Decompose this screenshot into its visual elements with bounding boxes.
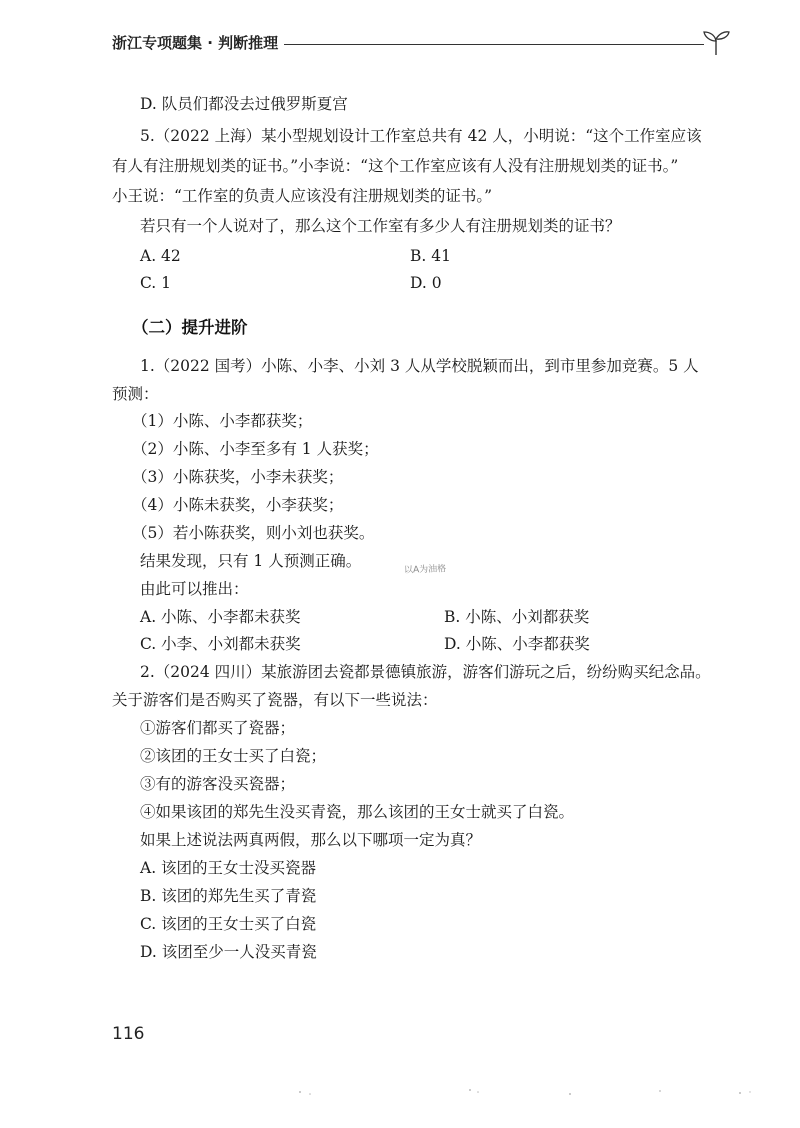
q2-statement-3: ③有的游客没买瓷器；	[140, 775, 296, 793]
q5-stem-line-3: 小王说：“工作室的负责人应该没有注册规划类的证书。”	[112, 187, 493, 205]
q2-option-a: A. 该团的王女士没买瓷器	[140, 859, 317, 877]
q1-prediction-5: （5）若小陈获奖，则小刘也获奖。	[132, 524, 375, 542]
header-title: 浙江专项题集 · 判断推理	[112, 34, 279, 52]
section-heading: （二）提升进阶	[132, 318, 248, 337]
q2-statement-2: ②该团的王女士买了白瓷；	[140, 747, 327, 765]
q5-option-d: D. 0	[410, 274, 442, 292]
running-header	[112, 28, 732, 58]
q2-stem-line-2: 关于游客们是否购买了瓷器，有以下一些说法：	[112, 691, 438, 709]
q4-option-d: D. 队员们都没去过俄罗斯夏宫	[140, 95, 348, 113]
q2-option-c: C. 该团的王女士买了白瓷	[140, 915, 317, 933]
q1-option-d: D. 小陈、小李都获奖	[444, 635, 590, 653]
q1-option-b: B. 小陈、小刘都获奖	[444, 608, 590, 626]
q1-stem-line-2: 预测：	[112, 385, 159, 403]
q5-stem-line-1: 5.（2022 上海）某小型规划设计工作室总共有 42 人，小明说：“这个工作室应该	[140, 127, 702, 145]
q1-prediction-1: （1）小陈、小李都获奖；	[132, 412, 313, 430]
q1-option-a: A. 小陈、小李都未获奖	[140, 608, 301, 626]
q1-option-c: C. 小李、小刘都未获奖	[140, 635, 301, 653]
q2-option-d: D. 该团至少一人没买青瓷	[140, 943, 317, 961]
q1-result: 结果发现，只有 1 人预测正确。	[140, 552, 362, 570]
scan-specks	[0, 1080, 800, 1110]
q1-infer: 由此可以推出：	[140, 580, 249, 598]
q2-option-b: B. 该团的郑先生买了青瓷	[140, 887, 317, 905]
q5-option-a: A. 42	[140, 247, 181, 265]
handwritten-note: 以A为油格	[403, 564, 447, 576]
page-number: 116	[112, 1024, 145, 1044]
q5-option-c: C. 1	[140, 274, 172, 292]
q2-statement-4: ④如果该团的郑先生没买青瓷，那么该团的王女士就买了白瓷。	[140, 803, 575, 821]
q5-option-b: B. 41	[410, 247, 451, 265]
header-rule	[284, 44, 704, 45]
q1-prediction-3: （3）小陈获奖，小李未获奖；	[132, 468, 344, 486]
q2-question: 如果上述说法两真两假，那么以下哪项一定为真？	[140, 831, 482, 849]
q5-question: 若只有一个人说对了，那么这个工作室有多少人有注册规划类的证书？	[140, 217, 621, 235]
q1-prediction-4: （4）小陈未获奖，小李获奖；	[132, 496, 344, 514]
q2-statement-1: ①游客们都买了瓷器；	[140, 719, 296, 737]
q2-stem-line-1: 2.（2024 四川）某旅游团去瓷都景德镇旅游，游客们游玩之后，纷纷购买纪念品。	[140, 663, 711, 681]
q1-prediction-2: （2）小陈、小李至多有 1 人获奖；	[132, 440, 379, 458]
q1-stem-line-1: 1.（2022 国考）小陈、小李、小刘 3 人从学校脱颖而出，到市里参加竞赛。5 人	[140, 357, 699, 375]
sprout-icon	[700, 28, 732, 56]
q5-stem-line-2: 有人有注册规划类的证书。”小李说：“这个工作室应该有人没有注册规划类的证书。”	[112, 157, 679, 175]
